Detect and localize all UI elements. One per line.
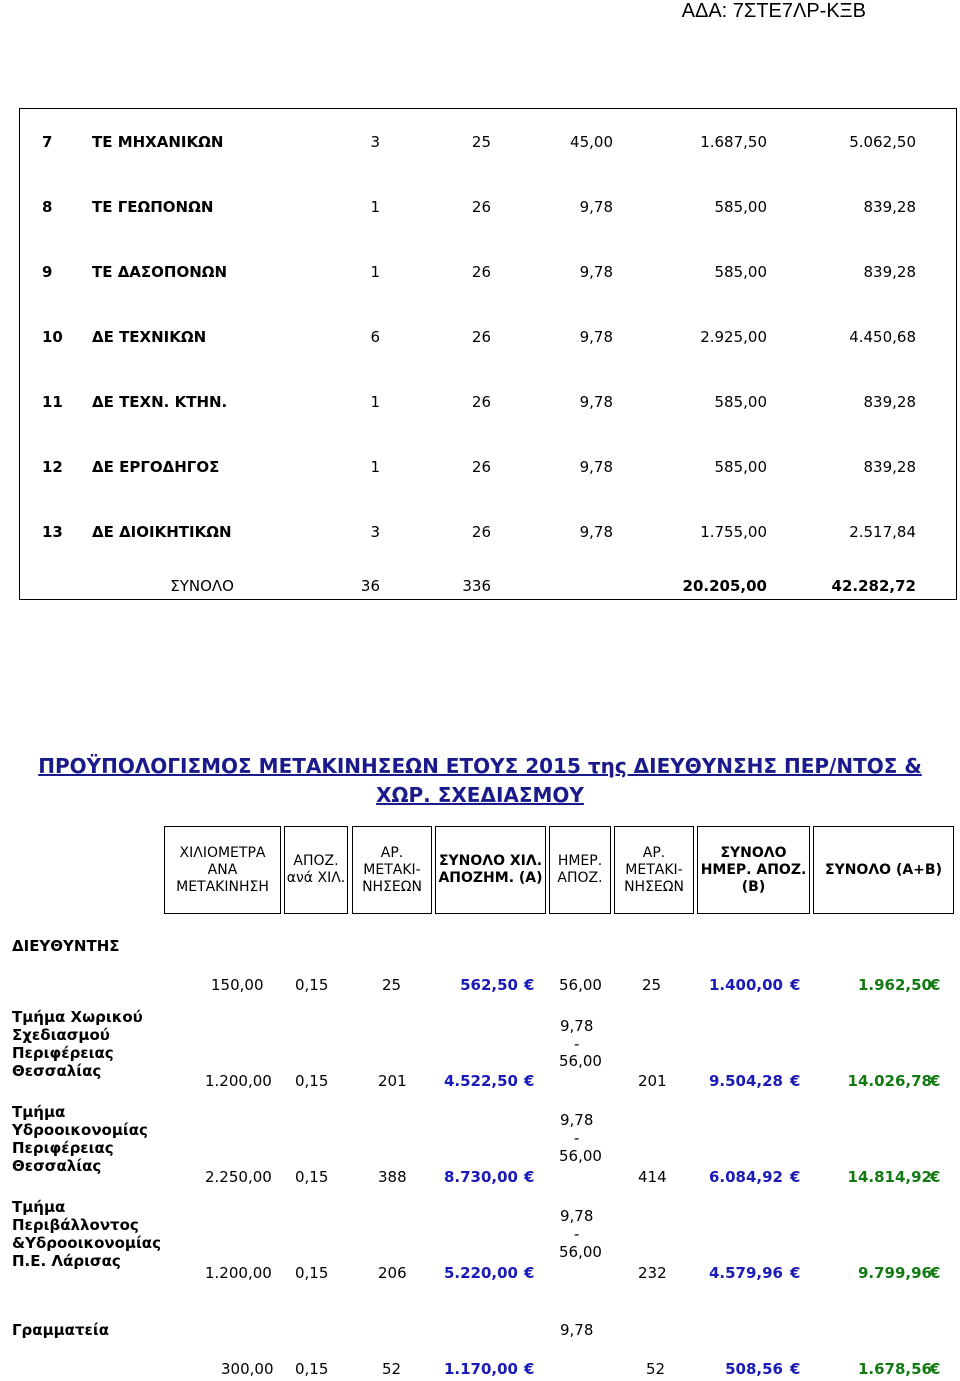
euro-icon: € (790, 976, 801, 994)
euro-icon: € (930, 1360, 941, 1378)
row-days: 26 (471, 523, 491, 541)
trips2-value: 414 (638, 1168, 667, 1186)
row-days: 26 (471, 328, 491, 346)
header-km-per-trip: ΧΙΛΙΟΜΕΤΡΑ ΑΝΑ ΜΕΤΑΚΙΝΗΣΗ (164, 826, 281, 914)
euro-icon: € (524, 976, 535, 994)
euro-icon: € (930, 1072, 941, 1090)
row-amount: 2.925,00 (700, 328, 767, 346)
row-specialty: ΔΕ ΤΕΧΝΙΚΩΝ (92, 328, 207, 346)
daily-range-dash: - (574, 1129, 580, 1147)
total-a-value: 1.170,00 (443, 1360, 518, 1378)
trips2-value: 52 (646, 1360, 666, 1378)
row-rate: 9,78 (579, 328, 613, 346)
km-value: 300,00 (221, 1360, 274, 1378)
table-row (20, 328, 956, 352)
row-count: 3 (370, 133, 380, 151)
total-a-value: 4.522,50 (443, 1072, 518, 1090)
row-amount: 1.755,00 (700, 523, 767, 541)
euro-icon: € (524, 1360, 535, 1378)
table-row (20, 263, 956, 287)
euro-icon: € (930, 976, 941, 994)
row-total: 4.450,68 (849, 328, 916, 346)
trips-value: 25 (382, 976, 402, 994)
km-value: 2.250,00 (205, 1168, 272, 1186)
row-number: 11 (42, 393, 63, 411)
row-rate: 9,78 (579, 198, 613, 216)
row-count: 1 (370, 263, 380, 281)
trips-value: 52 (382, 1360, 402, 1378)
daily-value: 56,00 (559, 976, 602, 994)
trips-value: 201 (378, 1072, 407, 1090)
table-row (20, 458, 956, 482)
header-total-km-a: ΣΥΝΟΛΟ ΧΙΛ. ΑΠΟΖΗΜ. (Α) (435, 826, 546, 914)
department-name: Τμήμα Υδροοικονομίας Περιφέρειας Θεσσαλίας (12, 1103, 148, 1175)
trips2-value: 25 (642, 976, 662, 994)
row-count: 1 (370, 198, 380, 216)
row-rate: 9,78 (579, 263, 613, 281)
total-b-value: 9.504,28 (708, 1072, 783, 1090)
budget-title-line1: ΠΡΟΫΠΟΛΟΓΙΣΜΟΣ ΜΕΤΑΚΙΝΗΣΕΩΝ ΕΤΟΥΣ 2015 της ΔΙΕΥΘΥΝΣΗΣ ΠΕΡ/ΝΤΟΣ & (38, 754, 922, 778)
euro-icon: € (930, 1168, 941, 1186)
euro-icon: € (790, 1168, 801, 1186)
row-count: 1 (370, 393, 380, 411)
trips2-value: 201 (638, 1072, 667, 1090)
rate-value: 0,15 (295, 1168, 329, 1186)
euro-icon: € (524, 1072, 535, 1090)
row-amount: 585,00 (714, 198, 767, 216)
row-amount: 585,00 (714, 458, 767, 476)
header-total-daily-b: ΣΥΝΟΛΟ ΗΜΕΡ. ΑΠΟΖ. (Β) (697, 826, 810, 914)
daily-range-bottom: 56,00 (559, 1243, 602, 1261)
header-total-ab: ΣΥΝΟΛΟ (Α+Β) (813, 826, 954, 914)
row-total: 839,28 (863, 393, 916, 411)
budget-title (0, 752, 960, 810)
total-b-value: 1.400,00 (708, 976, 783, 994)
row-number: 10 (42, 328, 63, 346)
row-rate: 9,78 (579, 393, 613, 411)
row-amount: 585,00 (714, 263, 767, 281)
row-specialty: ΤΕ ΓΕΩΠΟΝΩΝ (92, 198, 214, 216)
total-ab-value: 1.962,50 (857, 976, 932, 994)
row-total: 2.517,84 (849, 523, 916, 541)
daily-range-bottom: 56,00 (559, 1147, 602, 1165)
total-row (20, 577, 956, 601)
rate-value: 0,15 (295, 1264, 329, 1282)
row-rate: 9,78 (579, 458, 613, 476)
row-days: 26 (471, 263, 491, 281)
header-trip-count-2: ΑΡ. ΜΕΤΑΚΙ-ΝΗΣΕΩΝ (614, 826, 694, 914)
row-days: 26 (471, 458, 491, 476)
total-ab-value: 9.799,96 (857, 1264, 932, 1282)
table-row (20, 393, 956, 417)
total-ab-value: 14.026,78 (847, 1072, 932, 1090)
row-specialty: ΤΕ ΜΗΧΑΝΙΚΩΝ (92, 133, 224, 151)
row-specialty: ΤΕ ΔΑΣΟΠΟΝΩΝ (92, 263, 228, 281)
rate-value: 0,15 (295, 976, 329, 994)
daily-range-bottom: 56,00 (559, 1052, 602, 1070)
euro-icon: € (524, 1168, 535, 1186)
row-number: 9 (42, 263, 53, 281)
total-a-value: 5.220,00 (443, 1264, 518, 1282)
rate-value: 0,15 (295, 1072, 329, 1090)
total-ab-value: 1.678,56 (857, 1360, 932, 1378)
euro-icon: € (524, 1264, 535, 1282)
total-sum: 42.282,72 (831, 577, 916, 595)
daily-range-dash: - (574, 1035, 580, 1053)
row-number: 8 (42, 198, 53, 216)
row-amount: 1.687,50 (700, 133, 767, 151)
total-a-value: 562,50 (460, 976, 518, 994)
row-days: 26 (471, 198, 491, 216)
euro-icon: € (930, 1264, 941, 1282)
km-value: 1.200,00 (205, 1264, 272, 1282)
daily-range-top: 9,78 (560, 1017, 594, 1035)
row-count: 3 (370, 523, 380, 541)
row-number: 12 (42, 458, 63, 476)
trips-value: 206 (378, 1264, 407, 1282)
total-a-value: 8.730,00 (443, 1168, 518, 1186)
km-value: 150,00 (211, 976, 264, 994)
euro-icon: € (790, 1360, 801, 1378)
row-count: 1 (370, 458, 380, 476)
total-b-value: 508,56 (725, 1360, 783, 1378)
row-amount: 585,00 (714, 393, 767, 411)
department-name: Τμήμα Περιβάλλοντος &Υδροοικονομίας Π.Ε. Λάρισας (12, 1198, 162, 1270)
summary-table (19, 108, 957, 600)
row-rate: 45,00 (570, 133, 613, 151)
budget-title-line2: ΧΩΡ. ΣΧΕΔΙΑΣΜΟΥ (376, 783, 584, 807)
rate-value: 0,15 (295, 1360, 329, 1378)
euro-icon: € (790, 1264, 801, 1282)
table-row (20, 133, 956, 157)
daily-range-dash: - (574, 1225, 580, 1243)
total-ab-value: 14.814,92 (847, 1168, 932, 1186)
row-total: 839,28 (863, 458, 916, 476)
ada-code: ΑΔΑ: 7ΣΤΕ7ΛΡ-ΚΞΒ (681, 0, 866, 22)
row-days: 26 (471, 393, 491, 411)
total-count: 36 (360, 577, 380, 595)
row-specialty: ΔΕ ΕΡΓΟΔΗΓΟΣ (92, 458, 220, 476)
row-total: 839,28 (863, 198, 916, 216)
row-rate: 9,78 (579, 523, 613, 541)
daily-value: 9,78 (560, 1321, 594, 1339)
secretariat-label: Γραμματεία (12, 1321, 110, 1339)
header-daily-rate: ΗΜΕΡ. ΑΠΟΖ. (549, 826, 611, 914)
row-count: 6 (370, 328, 380, 346)
director-label: ΔΙΕΥΘΥΝΤΗΣ (12, 937, 120, 955)
row-days: 25 (471, 133, 491, 151)
trips2-value: 232 (638, 1264, 667, 1282)
total-b-value: 4.579,96 (708, 1264, 783, 1282)
table-row (20, 523, 956, 547)
header-rate-per-km: ΑΠΟΖ. ανά ΧΙΛ. (284, 826, 348, 914)
total-amount: 20.205,00 (682, 577, 767, 595)
daily-range-top: 9,78 (560, 1207, 594, 1225)
table-row (20, 198, 956, 222)
trips-value: 388 (378, 1168, 407, 1186)
km-value: 1.200,00 (205, 1072, 272, 1090)
row-specialty: ΔΕ ΔΙΟΙΚΗΤΙΚΩΝ (92, 523, 232, 541)
euro-icon: € (790, 1072, 801, 1090)
header-trip-count: ΑΡ. ΜΕΤΑΚΙ-ΝΗΣΕΩΝ (352, 826, 432, 914)
daily-range-top: 9,78 (560, 1111, 594, 1129)
row-total: 5.062,50 (849, 133, 916, 151)
row-specialty: ΔΕ ΤΕΧΝ. ΚΤΗΝ. (92, 393, 228, 411)
total-b-value: 6.084,92 (708, 1168, 783, 1186)
row-total: 839,28 (863, 263, 916, 281)
row-number: 7 (42, 133, 53, 151)
total-label: ΣΥΝΟΛΟ (170, 577, 234, 595)
total-days: 336 (462, 577, 491, 595)
department-name: Τμήμα Χωρικού Σχεδιασμού Περιφέρειας Θεσσαλίας (12, 1008, 143, 1080)
row-number: 13 (42, 523, 63, 541)
